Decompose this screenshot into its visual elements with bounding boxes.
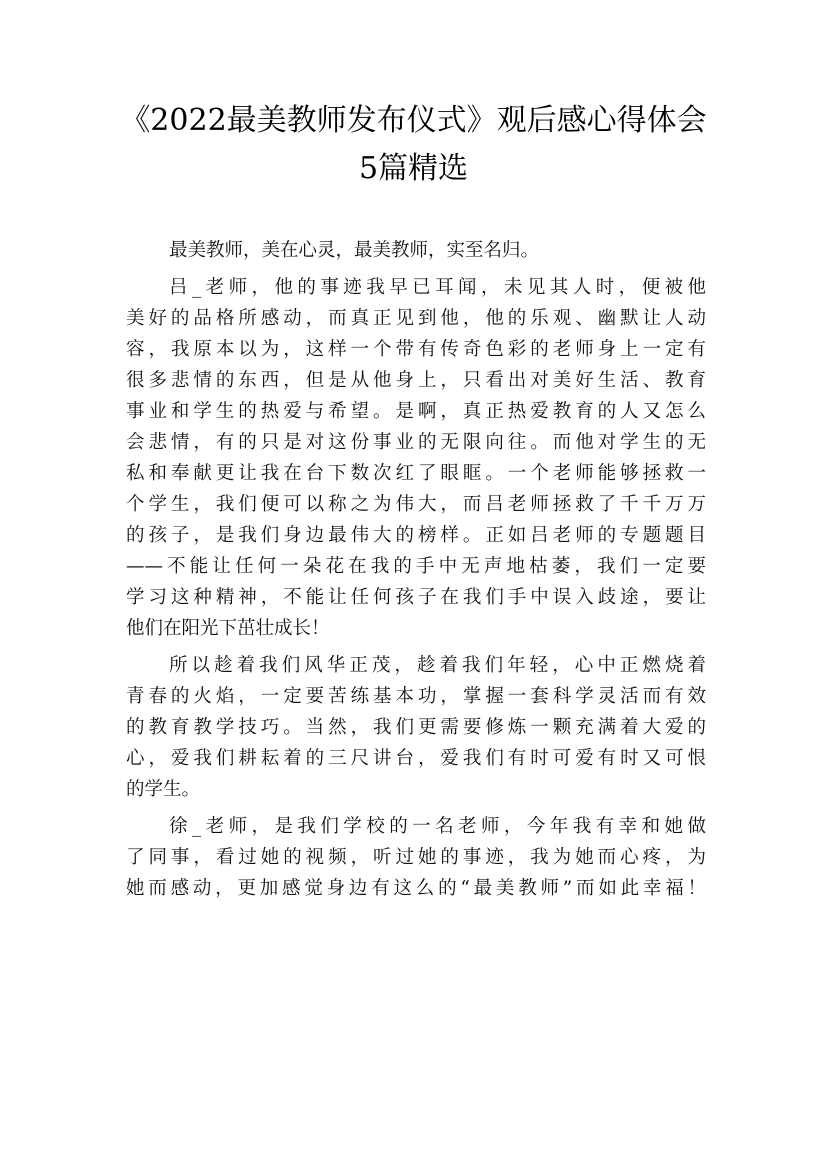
paragraph-line: 私和奉献更让我在台下数次红了眼眶。一个老师能够拯救一: [126, 463, 706, 484]
paragraph-line: 的孩子，是我们身边最伟大的榜样。正如吕老师的专题题目: [126, 525, 706, 546]
paragraph: [126, 650, 706, 805]
paragraph-line: 最美教师，美在心灵，最美教师，实至名归。: [169, 240, 540, 261]
title-line: 《2022最美教师发布仪式》观后感心得体会: [120, 103, 707, 138]
paragraph-line: 很多悲情的东西，但是从他身上，只看出对美好生活、教育: [126, 370, 706, 391]
paragraph: [126, 235, 706, 266]
paragraph-line: 吕_老师，他的事迹我早已耳闻，未见其人时，便被他: [169, 277, 706, 298]
title-line: 5篇精选: [358, 151, 469, 186]
paragraph: [126, 811, 706, 904]
paragraph-line: 的学生。: [126, 779, 201, 800]
paragraph-line: 个学生，我们便可以称之为伟大，而吕老师拯救了千千万万: [126, 494, 706, 515]
paragraph-line: 事业和学生的热爱与希望。是啊，真正热爱教育的人又怎么: [126, 401, 706, 422]
paragraph-line: 的教育教学技巧。当然，我们更需要修炼一颗充满着大爱的: [126, 717, 706, 738]
paragraph-line: 所以趁着我们风华正茂，趁着我们年轻，心中正燃烧着: [169, 655, 706, 676]
paragraph-line: 容，我原本以为，这样一个带有传奇色彩的老师身上一定有: [126, 339, 706, 360]
paragraph-line: 会悲情，有的只是对这份事业的无限向往。而他对学生的无: [126, 432, 706, 453]
paragraph-line: 心，爱我们耕耘着的三尺讲台，爱我们有时可爱有时又可恨: [126, 748, 706, 769]
paragraph-line: 他们在阳光下茁壮成长！: [126, 618, 330, 639]
page-title: [90, 97, 737, 193]
paragraph: [126, 272, 706, 644]
paragraph-line: 学习这种精神，不能让任何孩子在我们手中误入歧途，要让: [126, 587, 706, 608]
document-body: [126, 235, 706, 910]
paragraph-line: 了同事，看过她的视频，听过她的事迹，我为她而心疼，为: [126, 847, 706, 868]
paragraph-line: 青春的火焰，一定要苦练基本功，掌握一套科学灵活而有效: [126, 686, 706, 707]
paragraph-line: 她而感动，更加感觉身边有这么的“最美教师”而如此幸福！: [126, 878, 706, 899]
paragraph-line: ——不能让任何一朵花在我的手中无声地枯萎，我们一定要: [126, 556, 706, 577]
paragraph-line: 美好的品格所感动，而真正见到他，他的乐观、幽默让人动: [126, 308, 706, 329]
paragraph-line: 徐_老师，是我们学校的一名老师，今年我有幸和她做: [169, 816, 706, 837]
